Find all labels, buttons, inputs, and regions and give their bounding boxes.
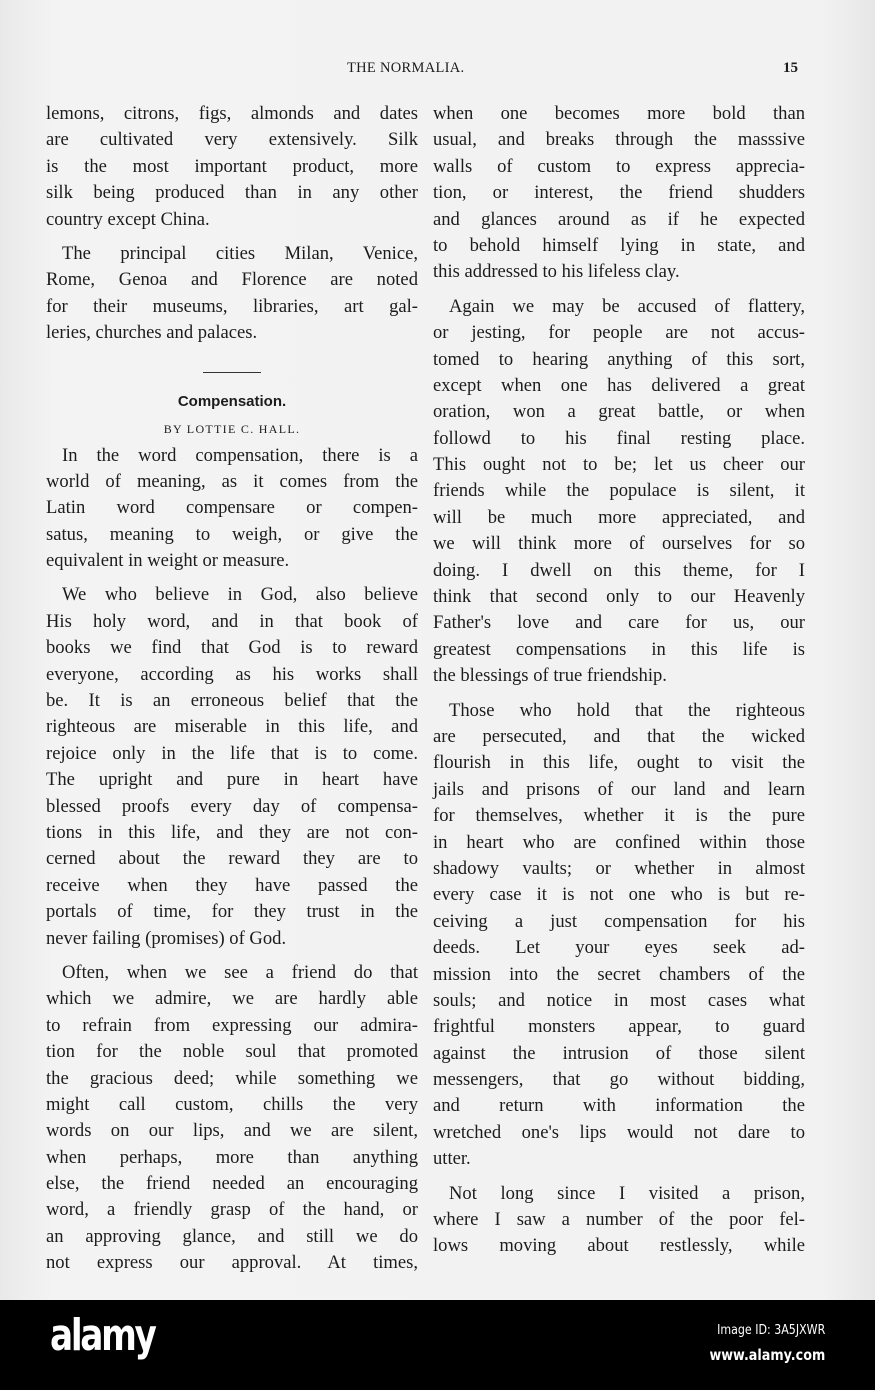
paragraph-gap <box>433 690 805 698</box>
journal-title: THE NORMALIA. <box>347 60 465 76</box>
text-line: words on our lips, and we are silent, <box>46 1120 418 1142</box>
text-line: or jesting, for people are not accus- <box>433 322 805 344</box>
paragraph <box>433 101 805 286</box>
text-line: equivalent in weight or measure. <box>46 550 290 572</box>
text-line: leries, churches and palaces. <box>46 322 258 344</box>
text-line: where I saw a number of the poor fel- <box>433 1209 805 1231</box>
text-line: messengers, that go without bidding, <box>433 1069 805 1091</box>
text-line: usual, and breaks through the masssive <box>433 129 805 151</box>
text-line: cerned about the reward they are to <box>46 848 418 870</box>
text-line: is the most important product, more <box>46 155 418 177</box>
text-line: In the word compensation, there is a <box>62 444 418 466</box>
text-line: books we find that God is to reward <box>46 637 418 659</box>
section-divider <box>203 372 261 373</box>
text-line: Rome, Genoa and Florence are noted <box>46 269 418 291</box>
text-line: deeds. Let your eyes seek ad- <box>433 937 805 959</box>
text-line: utter. <box>433 1148 471 1170</box>
text-line: portals of time, for they trust in the <box>46 901 418 923</box>
text-line: souls; and notice in most cases what <box>433 989 805 1011</box>
paragraph <box>433 698 805 1173</box>
text-line: Often, when we see a friend do that <box>62 961 418 983</box>
site-url: www.alamy.com <box>709 1346 825 1364</box>
text-line: the gracious deed; while something we <box>46 1067 418 1089</box>
text-line: not express our approval. At times, <box>46 1252 418 1274</box>
text-line: Not long since I visited a prison, <box>449 1182 805 1204</box>
text-line: We who believe in God, also believe <box>62 584 418 606</box>
text-line: against the intrusion of those silent <box>433 1042 805 1064</box>
text-line: lows moving about restlessly, while <box>433 1235 805 1257</box>
text-line: be. It is an erroneous belief that the <box>46 690 418 712</box>
text-line: we will think more of ourselves for so <box>433 533 805 555</box>
text-line: wretched one's lips would not dare to <box>433 1121 805 1143</box>
text-line: which we admire, we are hardly able <box>46 988 418 1010</box>
text-line: satus, meaning to weigh, or give the <box>46 523 418 545</box>
text-line: followd to his final resting place. <box>433 427 805 449</box>
text-line: ceiving a just compensation for his <box>433 910 805 932</box>
text-line: The upright and pure in heart have <box>46 769 418 791</box>
running-head <box>0 60 875 80</box>
article-body-left <box>46 443 418 1277</box>
text-line: for their museums, libraries, art gal- <box>46 295 418 317</box>
text-line: this addressed to his lifeless clay. <box>433 261 680 283</box>
text-line: never failing (promises) of God. <box>46 927 287 949</box>
text-line: This ought not to be; let us cheer our <box>433 454 805 476</box>
paragraph-gap <box>433 286 805 294</box>
text-line: walls of custom to express apprecia- <box>433 155 805 177</box>
paragraph-gap <box>46 574 418 582</box>
text-line: receive when they have passed the <box>46 874 418 896</box>
text-line: might call custom, chills the very <box>46 1093 418 1115</box>
text-line: except when one has delivered a great <box>433 374 805 396</box>
text-line: Those who hold that the righteous <box>449 699 805 721</box>
text-line: lemons, citrons, figs, almonds and dates <box>46 103 418 124</box>
right-column <box>433 101 805 1260</box>
text-line: The principal cities Milan, Venice, <box>62 242 418 264</box>
text-line: mission into the secret chambers of the <box>433 963 805 985</box>
text-line: oration, won a great battle, or when <box>433 401 805 423</box>
text-line: blessed proofs every day of compensa- <box>46 795 418 817</box>
text-line: greatest compensations in this life is <box>433 638 805 660</box>
text-line: tions in this life, and they are not con- <box>46 821 418 843</box>
left-column <box>46 101 418 1277</box>
text-line: Latin word compensare or compen- <box>46 497 418 519</box>
paragraph <box>46 443 418 575</box>
watermark-footer <box>0 1300 875 1390</box>
paragraph <box>46 101 418 233</box>
text-line: and glances around as if he expected <box>433 208 805 230</box>
text-line: word, a friendly grasp of the hand, or <box>46 1199 418 1221</box>
text-line: to refrain from expressing our admira- <box>46 1014 418 1036</box>
text-line: Again we may be accused of flattery, <box>449 295 805 317</box>
text-line: tion for the noble soul that promoted <box>46 1041 418 1063</box>
text-line: will be much more appreciated, and <box>433 506 805 528</box>
alamy-logo: alamy <box>50 1310 155 1361</box>
text-line: His holy word, and in that book of <box>46 610 418 632</box>
text-line: country except China. <box>46 208 210 230</box>
text-line: flourish in this life, ought to visit the <box>433 752 805 774</box>
paragraph <box>46 241 418 347</box>
text-line: jails and prisons of our land and learn <box>433 778 805 800</box>
text-line: when perhaps, more than anything <box>46 1146 418 1168</box>
text-line: shadowy vaults; or whether in almost <box>433 857 805 879</box>
article-byline: BY LOTTIE C. HALL. <box>163 421 301 436</box>
text-line: are cultivated very extensively. Silk <box>46 129 418 151</box>
text-line: else, the friend needed an encouraging <box>46 1173 418 1195</box>
text-line: think that second only to our Heavenly <box>433 586 805 608</box>
text-line: in heart who are confined within those <box>433 831 805 853</box>
text-line: to behold himself lying in state, and <box>433 234 805 256</box>
paragraph-gap <box>46 952 418 960</box>
text-line: and return with information the <box>433 1095 805 1117</box>
text-line: tion, or interest, the friend shudders <box>433 182 805 204</box>
text-line: righteous are miserable in this life, and <box>46 716 418 738</box>
paragraph-gap <box>433 1173 805 1181</box>
text-line: every case it is not one who is but re- <box>433 884 805 906</box>
page-number: 15 <box>783 60 798 76</box>
text-line: silk being produced than in any other <box>46 182 418 204</box>
text-line: friends while the populace is silent, it <box>433 480 805 502</box>
text-line: tomed to hearing anything of this sort, <box>433 348 805 370</box>
text-line: rejoice only in the life that is to come. <box>46 742 418 764</box>
left-column-intro-text <box>46 101 418 347</box>
paragraph <box>46 582 418 951</box>
text-line: frightful monsters appear, to guard <box>433 1016 805 1038</box>
text-line: world of meaning, as it comes from the <box>46 470 418 492</box>
text-line: are persecuted, and that the wicked <box>433 725 805 747</box>
text-line: an approving glance, and still we do <box>46 1225 418 1247</box>
text-line: when one becomes more bold than <box>433 103 805 124</box>
paragraph <box>46 960 418 1277</box>
article-title: Compensation. <box>177 392 287 410</box>
paragraph <box>433 1181 805 1260</box>
paragraph <box>433 294 805 690</box>
image-id: Image ID: 3A5JXWR <box>716 1323 825 1338</box>
paragraph-gap <box>46 233 418 241</box>
text-line: everyone, according as his works shall <box>46 663 418 685</box>
text-line: Father's love and care for us, our <box>433 612 805 634</box>
text-line: for themselves, whether it is the pure <box>433 805 805 827</box>
text-line: the blessings of true friendship. <box>433 665 667 687</box>
text-line: doing. I dwell on this theme, for I <box>433 559 805 581</box>
